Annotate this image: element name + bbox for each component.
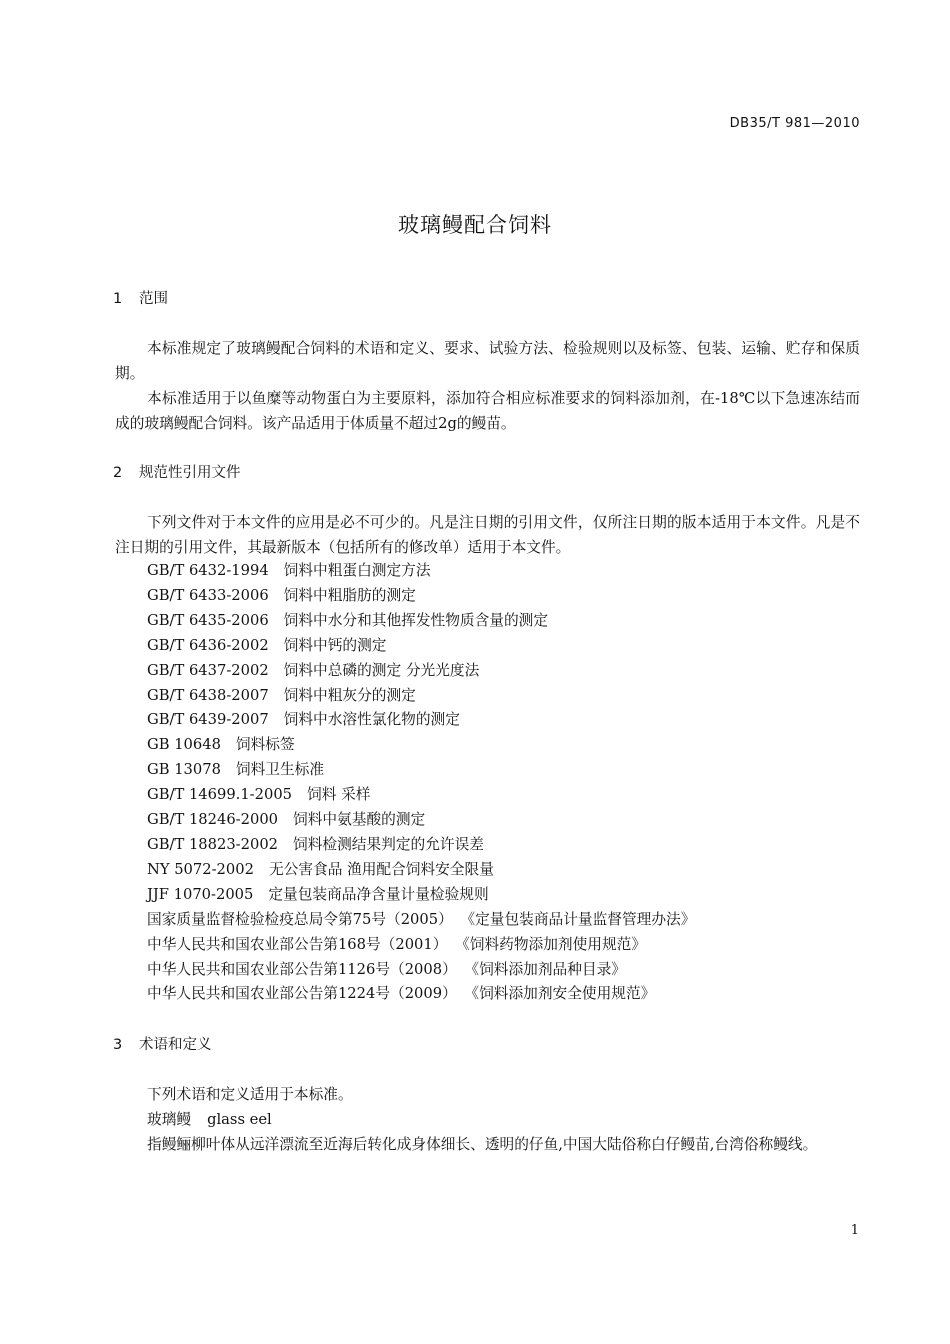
reference-title: 饲料中粗灰分的测定 bbox=[283, 686, 416, 704]
reference-title: 无公害食品 渔用配合饲料安全限量 bbox=[268, 860, 494, 878]
reference-code: GB/T 6438-2007 bbox=[147, 686, 269, 704]
document-title: 玻璃鳗配合饲料 bbox=[398, 213, 552, 237]
reference-item bbox=[147, 833, 695, 858]
scope-paragraph-2: 本标准适用于以鱼糜等动物蛋白为主要原料，添加符合相应标准要求的饲料添加剂，在-18℃以下急速冻结而成的玻璃鳗配合饲料。该产品适用于体质量不超过2g的鳗苗。 bbox=[115, 390, 860, 432]
reference-item bbox=[147, 708, 695, 733]
standard-code: DB35/T 981—2010 bbox=[729, 116, 860, 131]
section-heading-terms bbox=[113, 1035, 212, 1055]
reference-item bbox=[147, 634, 695, 659]
reference-title: 定量包装商品净含量计量检验规则 bbox=[268, 885, 489, 903]
reference-title: 饲料中氨基酸的测定 bbox=[293, 811, 426, 829]
reference-item bbox=[147, 733, 695, 758]
reference-title: 饲料中粗蛋白测定方法 bbox=[283, 562, 431, 579]
section-heading-scope bbox=[113, 289, 168, 309]
reference-item bbox=[147, 858, 695, 883]
reference-title: 《饲料添加剂品种目录》 bbox=[471, 960, 626, 978]
reference-code: GB/T 6433-2006 bbox=[147, 586, 269, 604]
reference-code: GB/T 6437-2002 bbox=[147, 661, 269, 679]
reference-item bbox=[147, 808, 695, 833]
terms-intro: 下列术语和定义适用于本标准。 bbox=[147, 1086, 353, 1103]
reference-item bbox=[147, 958, 695, 983]
reference-code: GB/T 6436-2002 bbox=[147, 636, 269, 654]
references-intro: 下列文件对于本文件的应用是必不可少的。凡是注日期的引用文件，仅所注日期的版本适用于本文件。凡是不注日期的引用文件，其最新版本（包括所有的修改单）适用于本文件。 bbox=[115, 514, 860, 556]
reference-title: 饲料中总磷的测定 分光光度法 bbox=[283, 661, 480, 679]
reference-title: 饲料卫生标准 bbox=[235, 761, 325, 779]
reference-item bbox=[147, 982, 695, 1007]
reference-code: GB/T 18246-2000 bbox=[147, 811, 279, 829]
reference-item bbox=[147, 684, 695, 709]
reference-title: 饲料 采样 bbox=[307, 786, 371, 804]
reference-title: 《定量包装商品计量监督管理办法》 bbox=[467, 910, 696, 928]
section-title: 术语和定义 bbox=[139, 1037, 212, 1053]
reference-item bbox=[147, 559, 695, 584]
reference-item bbox=[147, 609, 695, 634]
reference-item bbox=[147, 584, 695, 609]
reference-item bbox=[147, 933, 695, 958]
term-chinese: 玻璃鳗 bbox=[147, 1111, 192, 1128]
reference-item bbox=[147, 758, 695, 783]
reference-item bbox=[147, 783, 695, 808]
reference-title: 《饲料药物添加剂使用规范》 bbox=[462, 935, 647, 953]
term-entry bbox=[147, 1107, 272, 1132]
reference-code: GB/T 6435-2006 bbox=[147, 611, 269, 629]
section-heading-references bbox=[113, 463, 241, 483]
term-definition: 指鳗鲡柳叶体从远洋漂流至近海后转化成身体细长、透明的仔鱼,中国大陆俗称白仔鳗苗,台湾俗称鳗线。 bbox=[147, 1136, 818, 1153]
scope-paragraph-1: 本标准规定了玻璃鳗配合饲料的术语和定义、要求、试验方法、检验规则以及标签、包装、运输、贮存和保质期。 bbox=[115, 340, 860, 382]
reference-code: GB 13078 bbox=[147, 761, 221, 779]
reference-code: 中华人民共和国农业部公告第168号（2001） bbox=[147, 935, 448, 953]
section-number: 2 bbox=[113, 465, 123, 481]
reference-title: 饲料中水溶性氯化物的测定 bbox=[283, 711, 460, 729]
reference-code: GB/T 14699.1-2005 bbox=[147, 786, 293, 804]
reference-code: 国家质量监督检验检疫总局令第75号（2005） bbox=[147, 910, 453, 928]
reference-code: 中华人民共和国农业部公告第1224号（2009） bbox=[147, 985, 457, 1003]
reference-item bbox=[147, 908, 695, 933]
reference-code: GB/T 6432-1994 bbox=[147, 562, 269, 579]
reference-title: 饲料中钙的测定 bbox=[283, 636, 387, 654]
reference-title: 《饲料添加剂安全使用规范》 bbox=[471, 985, 656, 1003]
reference-code: NY 5072-2002 bbox=[147, 860, 254, 878]
reference-code: GB 10648 bbox=[147, 736, 221, 754]
reference-list bbox=[147, 559, 695, 1007]
reference-title: 饲料检测结果判定的允许误差 bbox=[293, 835, 484, 853]
reference-code: 中华人民共和国农业部公告第1126号（2008） bbox=[147, 960, 457, 978]
section-title: 规范性引用文件 bbox=[139, 465, 241, 481]
page-number: 1 bbox=[850, 1223, 859, 1238]
reference-title: 饲料标签 bbox=[235, 736, 295, 754]
reference-item bbox=[147, 659, 695, 684]
reference-code: JJF 1070-2005 bbox=[147, 885, 254, 903]
section-number: 3 bbox=[113, 1037, 123, 1053]
reference-code: GB/T 6439-2007 bbox=[147, 711, 269, 729]
section-title: 范围 bbox=[139, 291, 168, 307]
reference-title: 饲料中粗脂肪的测定 bbox=[283, 586, 416, 604]
section-number: 1 bbox=[113, 291, 123, 307]
reference-item bbox=[147, 883, 695, 908]
term-english: glass eel bbox=[207, 1111, 272, 1128]
reference-title: 饲料中水分和其他挥发性物质含量的测定 bbox=[283, 611, 549, 629]
reference-code: GB/T 18823-2002 bbox=[147, 835, 279, 853]
